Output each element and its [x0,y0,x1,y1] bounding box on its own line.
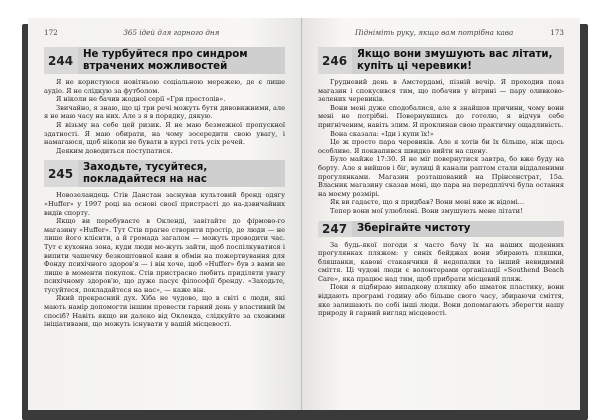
section-247 [318,221,564,318]
open-book [28,18,580,416]
paragraph: Я візьму на себе цей ризик. Я не маю безмежної пропускної здатності. Я маю обирати, на чому зосередити свою увагу, і намагаюся, щоб ніколи не бувати в курсі геть усіх речей. [44,120,285,147]
running-title-left: 365 ідей для гарного дня [123,28,220,37]
running-title-right: Підніміть руку, якщо вам потрібна кава [355,28,514,37]
paragraph: Грудневий день в Амстердамі, пізній вечір. Я проходив повз магазин і спокусився тим, що побачив у вітрині — пару оливково-зелених черевиків. [318,78,564,104]
paragraph: Я не користуюся новітньою соціальною мережею, де є лише аудіо. Я не слідкую за футболом. [44,78,285,95]
paragraph: Як ви гадаєте, що я придбав? Вони мені вже ж відомі… [330,198,525,207]
paragraph: Тепер вони мої улюблені. Вони змушують мене літати! [330,206,523,215]
paragraph: Поки я підбираю випадкову пляшку або шматок пластику, вони віддають програмі годину або більше свого часу, збираючи сміття, яке залишають по собі інші люди. Вони допомагають зберегти нашу природу й гарний вигляд місцевості. [318,283,564,318]
section-number: 244 [44,47,78,74]
page-number-left: 172 [44,28,58,37]
paragraph: Вона сказала: «Іди і купи їх!» [330,129,434,138]
section-title: Якщо вони змушують вас літати, купіть ці черевики! [352,47,564,74]
section-245 [44,160,285,329]
paragraph: Новозеландець Стів Данстан заснував культовий бренд одягу «Huffer» у 1997 році на основі своєї пристрасті до на-дзвичайних видів спорту. [44,191,285,217]
section-title: Зберігайте чистоту [352,221,564,237]
paragraph: Вони мені дуже сподобалися, але я знайшов причини, чому вони мені не потрібні. Повернувшись до готелю, я відчув себе пригніченим, навіть злим. Я проклинав свою практичну ощадливість. [318,103,564,129]
right-header [318,28,564,37]
section-heading [318,47,564,74]
paragraph: Якщо ви перебуваєте в Окленді, завітайте до фірмово-го магазину «Huffer». Тут Стів прагне створити простір, де люди — не лише його клієнти, а й громада загалом — можуть проводити час. Тут є кухонна зона, куди люди мо-жуть зайти, щоб поспілкуватися і випити чашечку безкоштовної кави в обмін на пожертвування для Фонду психічного здоров'я — і він хоче, щоб «Huffer» був з вами не лише в моменти покупок. Стів пристрасно любить приділяти увагу психічному здоров'ю, що дуже пасує філософії бренду. «Заходьте, тусуйтеся, покладайтеся на нас», — каже він. [44,217,285,294]
section-heading [44,47,285,74]
section-heading [44,160,285,187]
paragraph: Який прекрасний дух. Хіба не чудово, що в світі є люди, які мають намір допомогти іншим провести гарний день у властивий їм спосіб? Навіть якщо ви далеко від Окленда, слідкуйте за схожими ініціативами, що можуть існувати у вашій місцевості. [44,294,285,329]
paragraph: Я ніколи не бачив жодної серії «Гри престолів». [56,95,226,104]
section-title: Не турбуйтеся про синдром втрачених можливостей [78,47,285,74]
left-page [28,18,302,410]
section-heading [318,221,564,237]
paragraph: Було майже 17:30. Я не міг повернутися завтра, бо вже буду на борту. Але я вийшов і біг, вулиці й канали раптом стали віддаленими прогулянками. Магазин розташований на Прінсенстрат, 15a. Власник магазину сказав мені, що пара на передпліччі була остання на моєму розмірі. [318,155,564,198]
section-title: Заходьте, тусуйтеся, покладайтеся на нас [78,160,285,187]
section-number: 247 [318,221,352,237]
paragraph: Звичайно, я знаю, що ці три речі можуть бути дивовижними, але я не маю часу на них. Але з я в порядку, дякую. [44,103,285,121]
page-number-right: 173 [550,28,564,37]
section-number: 245 [44,160,78,187]
paragraph: За будь-якої погоди я часто бачу їх на наших щоденних прогулянках пляжем: у синіх бейджах вони збирають пляшки, бляшанки, кавові стаканчики й недопалки та інший невидимий сміття. Ці чудові люди є волонтерами організації «Southend Beach Care», яка працює над тим, щоб прибрати місцевий пляж. [318,240,564,283]
paragraph: Деяким доводиться поступатися. [56,146,173,155]
paragraph: Це ж просто пара черевиків. Але я хотів би їх більше, ніж щось особливе. Я поквапився швидко вийти на сцену. [318,138,564,155]
section-246 [318,47,564,216]
section-244 [44,47,285,155]
section-number: 246 [318,47,352,74]
right-page [302,18,580,410]
left-header [44,28,285,37]
